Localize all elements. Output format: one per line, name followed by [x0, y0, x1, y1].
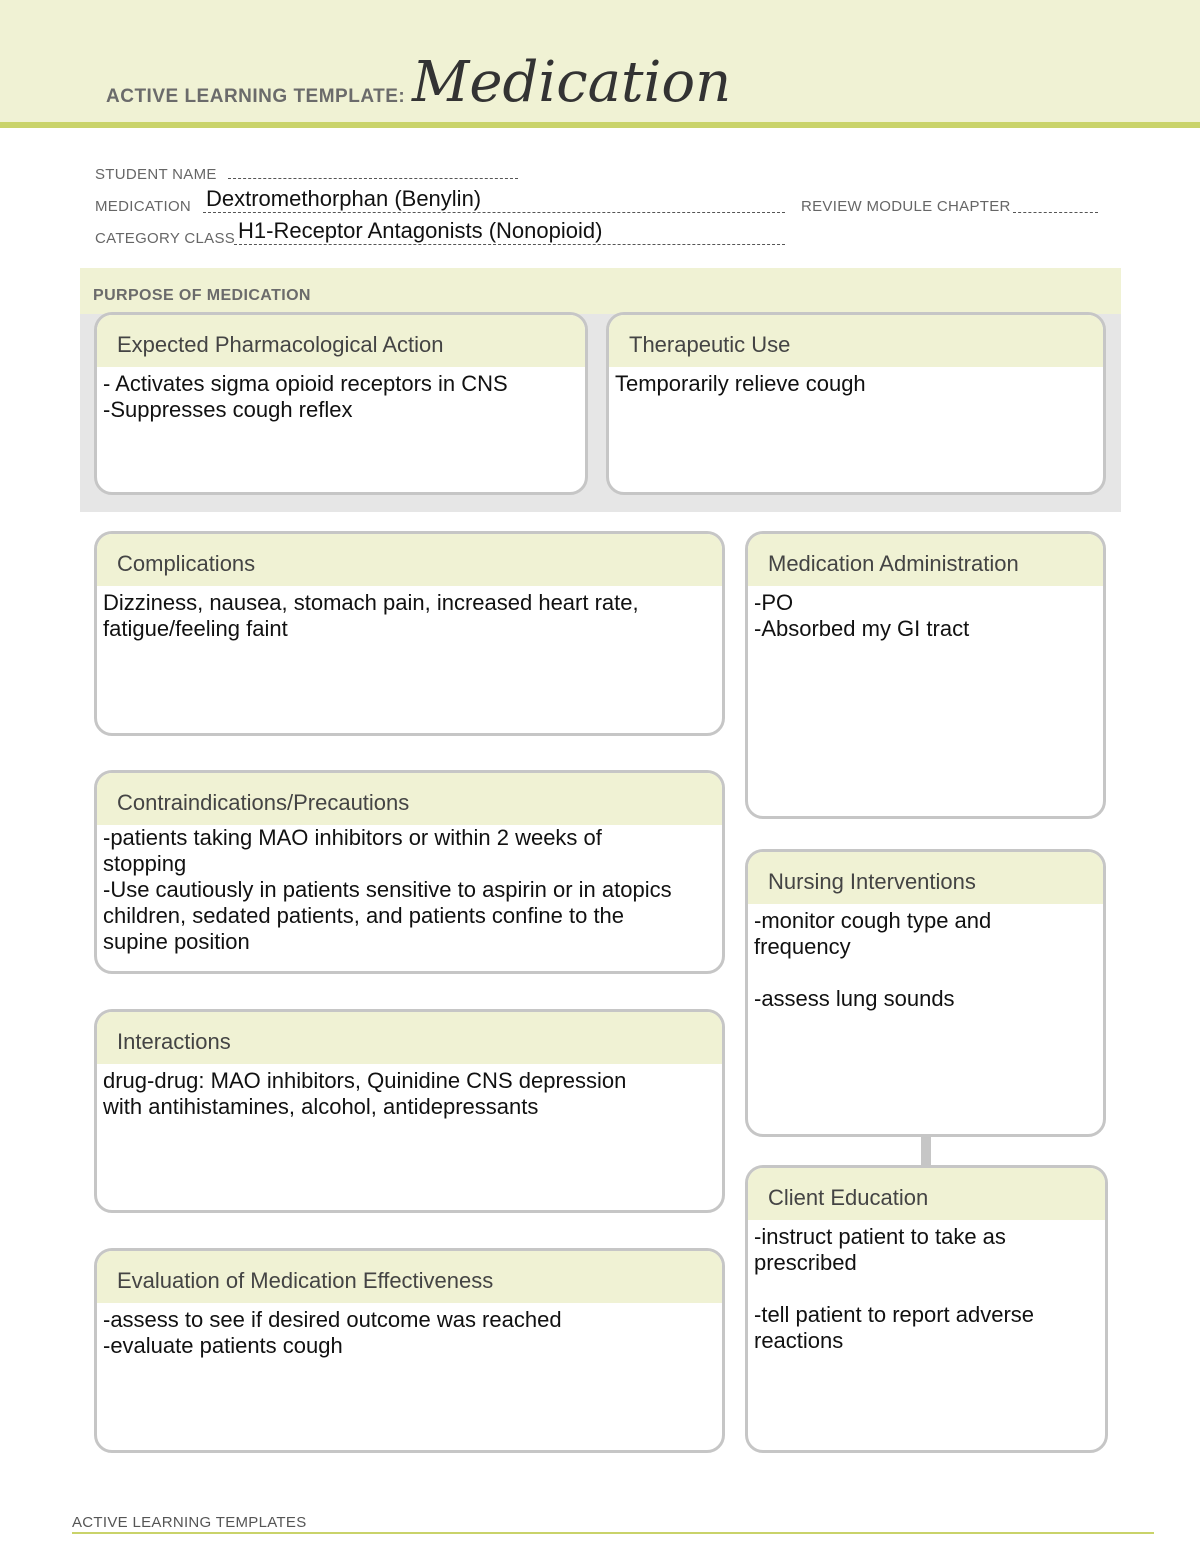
administration-box	[745, 531, 1106, 819]
review-module-line	[1013, 212, 1098, 213]
category-class-line	[234, 244, 785, 245]
administration-header	[748, 534, 1103, 586]
purpose-label: PURPOSE OF MEDICATION	[93, 287, 311, 304]
student-name-line	[228, 178, 518, 179]
review-module-label: REVIEW MODULE CHAPTER	[801, 198, 1011, 215]
contraindications-header	[97, 773, 722, 825]
evaluation-header	[97, 1251, 722, 1303]
interactions-header	[97, 1012, 722, 1064]
expected-action-title: Expected Pharmacological Action	[117, 332, 444, 357]
complications-box	[94, 531, 725, 736]
interactions-title: Interactions	[117, 1029, 231, 1054]
expected-action-box	[94, 312, 588, 495]
interactions-text[interactable]: drug-drug: MAO inhibitors, Quinidine CNS depression with antihistamines, alcohol, antidepressants	[103, 1068, 627, 1119]
education-title: Client Education	[768, 1185, 929, 1210]
medication-field[interactable]: Dextromethorphan (Benylin)	[206, 186, 482, 211]
category-class-field[interactable]: H1-Receptor Antagonists (Nonopioid)	[238, 218, 603, 243]
nursing-header	[748, 852, 1103, 904]
expected-action-text[interactable]: - Activates sigma opioid receptors in CNS -Suppresses cough reflex	[103, 371, 508, 422]
expected-action-header	[97, 315, 585, 367]
evaluation-title: Evaluation of Medication Effectiveness	[117, 1268, 494, 1293]
medication-label: MEDICATION	[95, 198, 192, 215]
therapeutic-use-title: Therapeutic Use	[629, 332, 791, 357]
student-name-label: STUDENT NAME	[95, 166, 217, 183]
evaluation-box	[94, 1248, 725, 1453]
contraindications-text[interactable]: -patients taking MAO inhibitors or within 2 weeks of stopping -Use cautiously in patients sensitive to aspirin or in atopics children, sedated patients, and patients confine to the supine position	[103, 825, 672, 954]
complications-header	[97, 534, 722, 586]
therapeutic-use-text[interactable]: Temporarily relieve cough	[615, 371, 866, 396]
therapeutic-use-box	[606, 312, 1106, 495]
education-text[interactable]: -instruct patient to take as prescribed -tell patient to report adverse reactions	[754, 1224, 1035, 1353]
therapeutic-use-header	[609, 315, 1103, 367]
interactions-box	[94, 1009, 725, 1213]
category-class-label: CATEGORY CLASS	[95, 230, 236, 247]
administration-text[interactable]: -PO -Absorbed my GI tract	[754, 590, 970, 641]
nursing-box	[745, 849, 1106, 1137]
contraindications-box	[94, 770, 725, 974]
contraindications-title: Contraindications/Precautions	[117, 790, 410, 815]
footer-rule	[72, 1532, 1154, 1534]
education-box	[745, 1165, 1108, 1453]
nursing-text[interactable]: -monitor cough type and frequency -assess lung sounds	[754, 908, 992, 1011]
medication-line	[203, 212, 785, 213]
administration-title: Medication Administration	[768, 551, 1019, 576]
page-title: Medication	[412, 50, 732, 115]
template-label: ACTIVE LEARNING TEMPLATE:	[106, 86, 406, 107]
nursing-title: Nursing Interventions	[768, 869, 976, 894]
complications-title: Complications	[117, 551, 256, 576]
evaluation-text[interactable]: -assess to see if desired outcome was reached -evaluate patients cough	[103, 1307, 562, 1358]
footer-label: ACTIVE LEARNING TEMPLATES	[72, 1514, 307, 1531]
connector-bar	[921, 1136, 931, 1166]
complications-text[interactable]: Dizziness, nausea, stomach pain, increased heart rate, fatigue/feeling faint	[103, 590, 639, 641]
header-rule	[0, 122, 1200, 128]
education-header	[748, 1168, 1105, 1220]
